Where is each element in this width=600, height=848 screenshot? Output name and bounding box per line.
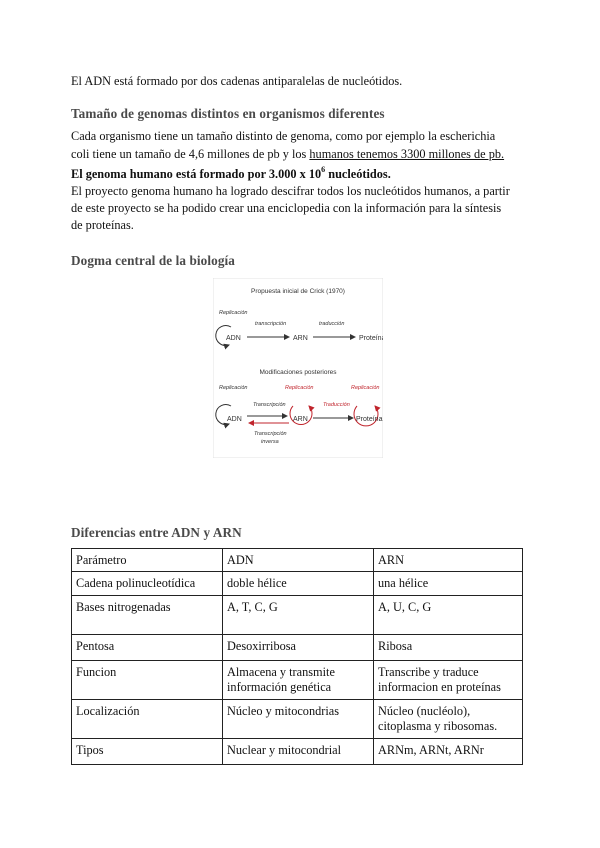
diagram-node-adn: ADN (226, 335, 241, 342)
table-cell: Localización (72, 700, 223, 739)
central-dogma-diagram (213, 278, 383, 458)
table-cell: Nuclear y mitocondrial (223, 739, 374, 765)
bold-prefix: El genoma humano está formado por 3.000 x 10 (71, 167, 322, 181)
diagram-label: traducción (319, 321, 345, 327)
diagram-label-red: Replicación (285, 385, 314, 391)
table-header-cell: ARN (374, 549, 523, 572)
table-row (72, 700, 523, 739)
table-cell: A, U, C, G (374, 596, 523, 635)
table-row (72, 572, 523, 596)
table-cell: Pentosa (72, 635, 223, 661)
section-heading-differences: Diferencias entre ADN y ARN (71, 525, 242, 540)
table-cell: A, T, C, G (223, 596, 374, 635)
diagram-frame (213, 278, 383, 458)
table-row (72, 661, 523, 700)
table-row (72, 635, 523, 661)
table-cell: una hélice (374, 572, 523, 596)
diagram-node-arn: ARN (293, 416, 308, 423)
table-cell: Almacena y transmite información genética (223, 661, 374, 700)
comparison-table (71, 548, 523, 765)
table-header-cell: ADN (223, 549, 374, 572)
diagram-label: transcripción (255, 321, 287, 327)
table-cell: Desoxirribosa (223, 635, 374, 661)
table-cell: doble hélice (223, 572, 374, 596)
table-cell: Bases nitrogenadas (72, 596, 223, 635)
paragraph-line (71, 146, 504, 164)
diagram-label: inversa (261, 439, 279, 445)
intro-text: El ADN está formado por dos cadenas antiparalelas de nucleótidos. (71, 74, 403, 88)
diagram-node-protein: Proteína (359, 335, 383, 342)
bold-statement (71, 166, 391, 184)
paragraph-line: de proteínas. (71, 218, 134, 232)
table-cell: Transcribe y traduce informacion en proteínas (374, 661, 523, 700)
paragraph-line: Cada organismo tiene un tamaño distinto de genoma, como por ejemplo la escherichia (71, 129, 496, 143)
bold-suffix: nucleótidos. (325, 167, 391, 181)
diagram-label-red: Traducción (323, 402, 350, 408)
table-cell: ARNm, ARNt, ARNr (374, 739, 523, 765)
paragraph-line: El proyecto genoma humano ha logrado descifrar todos los nucleótidos humanos, a partir (71, 184, 510, 198)
table-cell: Cadena polinucleotídica (72, 572, 223, 596)
diagram-label: Transcripción (253, 402, 286, 408)
diagram-label: Transcripción (254, 431, 287, 437)
diagram-top-title: Propuesta inicial de Crick (1970) (251, 288, 345, 295)
table-header-row (72, 549, 523, 572)
diagram-label-red: Replicación (351, 385, 380, 391)
table-cell: Núcleo (nucléolo), citoplasma y ribosomas. (374, 700, 523, 739)
diagram-label: Replicación (219, 310, 248, 316)
paragraph-line: de este proyecto se ha podido crear una enciclopedia con la información para la síntesis (71, 201, 502, 215)
diagram-label: Replicación (219, 385, 248, 391)
diagram-bottom-title: Modificaciones posteriores (259, 369, 337, 376)
table-cell: Tipos (72, 739, 223, 765)
section-heading-genome-size: Tamaño de genomas distintos en organismos diferentes (71, 106, 385, 121)
table-row (72, 596, 523, 635)
table-cell: Funcion (72, 661, 223, 700)
section-heading-central-dogma: Dogma central de la biología (71, 253, 235, 268)
underlined-text: humanos tenemos 3300 millones de pb. (309, 147, 505, 161)
diagram-node-adn: ADN (227, 416, 242, 423)
paragraph-text: coli tiene un tamaño de 4,6 millones de pb y los (71, 147, 310, 161)
exponent: 6 (321, 165, 326, 174)
table-cell: Núcleo y mitocondrias (223, 700, 374, 739)
diagram-node-arn: ARN (293, 335, 308, 342)
table-row (72, 739, 523, 765)
table-cell: Ribosa (374, 635, 523, 661)
table-header-cell: Parámetro (72, 549, 223, 572)
diagram-node-protein: Proteína (356, 416, 383, 423)
